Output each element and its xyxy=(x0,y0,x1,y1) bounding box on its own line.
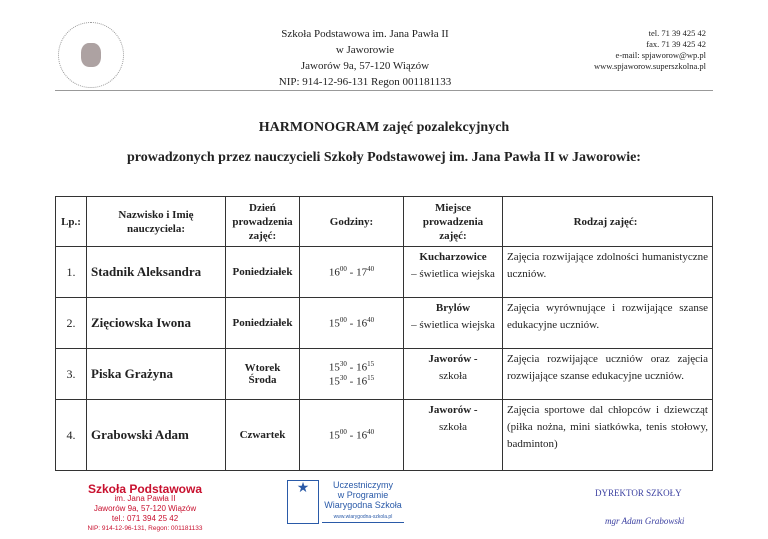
row-hours: $15^{00} - 16^{40}$ xyxy=(300,298,404,349)
school-address: Jaworów 9a, 57-120 Wiązów xyxy=(300,60,430,72)
school-seal xyxy=(58,22,124,88)
document-subtitle: prowadzonych przez nauczycieli Szkoły Podstawowej im. Jana Pawła II w Jaworowie: xyxy=(127,150,641,165)
col-hours: Godziny: xyxy=(300,197,404,247)
table-row xyxy=(56,298,713,349)
row-hours: $15^{30} - 16^{15}$ $15^{30} - 16^{15}$ xyxy=(300,349,404,400)
school-nip: NIP: 914-12-96-131 Regon 001181133 xyxy=(278,76,452,88)
document-title: HARMONOGRAM zajęć pozalekcyjnych xyxy=(258,120,510,135)
row-name: Piska Grażyna xyxy=(87,349,226,400)
wiarygodna-szkola-logo xyxy=(287,480,319,524)
table-header xyxy=(56,197,713,247)
school-location: w Jaworowie xyxy=(335,44,395,56)
row-place: Kucharzowice – świetlica wiejska xyxy=(404,247,503,298)
row-type: Zajęcia rozwijające uczniów oraz zajęcia rozwijające szanse edukacyjne uczniów. xyxy=(503,349,713,400)
row-type: Zajęcia sportowe dal chłopców i dziewcząt (piłka nożna, mini siatkówka, tenis stołowy, badminton) xyxy=(503,400,713,471)
website: www.spjaworow.superszkolna.pl xyxy=(594,61,706,71)
director-name: mgr Adam Grabowski xyxy=(605,516,685,526)
row-name: Stadnik Aleksandra xyxy=(87,247,226,298)
row-type: Zajęcia wyrównujące i rozwijające szanse edukacyjne uczniów. xyxy=(503,298,713,349)
row-type: Zajęcia rozwijające zdolności humanistyczne uczniów. xyxy=(503,247,713,298)
row-place: Jaworów - szkoła xyxy=(404,349,503,400)
program-badge: Uczestniczymy w Programie Wiarygodna Szkoła www.wiarygodna-szkola.pl xyxy=(322,480,404,523)
row-place: Jaworów - szkoła xyxy=(404,400,503,471)
row-lp: 4. xyxy=(56,400,87,471)
row-day: Poniedziałek xyxy=(226,247,300,298)
row-lp: 1. xyxy=(56,247,87,298)
row-day: Czwartek xyxy=(226,400,300,471)
row-place: Brylów – świetlica wiejska xyxy=(404,298,503,349)
row-name: Zięciowska Iwona xyxy=(87,298,226,349)
letterhead xyxy=(230,26,500,90)
row-lp: 3. xyxy=(56,349,87,400)
contact-info xyxy=(540,28,706,72)
email: e-mail: spjaworow@wp.pl xyxy=(615,50,706,60)
schedule-table xyxy=(55,196,713,471)
row-hours: $15^{00} - 16^{40}$ xyxy=(300,400,404,471)
school-name: Szkoła Podstawowa im. Jana Pawła II xyxy=(281,28,449,40)
director-label: DYREKTOR SZKOŁY xyxy=(595,488,682,498)
col-place: Miejsce prowadzenia zajęć: xyxy=(404,197,503,247)
row-name: Grabowski Adam xyxy=(87,400,226,471)
col-name: Nazwisko i Imię nauczyciela: xyxy=(87,197,226,247)
star-icon: ★ xyxy=(296,481,310,496)
row-lp: 2. xyxy=(56,298,87,349)
table-row xyxy=(56,247,713,298)
school-stamp: Szkoła Podstawowa im. Jana Pawła II Jaworów 9a, 57-120 Wiązów tel.: 071 394 25 42 NIP: 914-12-96-131, Regon: 001181133 xyxy=(87,482,203,532)
col-day: Dzień prowadzenia zajęć: xyxy=(226,197,300,247)
col-type: Rodzaj zajęć: xyxy=(503,197,713,247)
col-lp: Lp.: xyxy=(56,197,87,247)
table-row xyxy=(56,400,713,471)
table-row xyxy=(56,349,713,400)
phone: tel. 71 39 425 42 xyxy=(648,28,706,38)
header-divider xyxy=(55,90,713,91)
fax: fax. 71 39 425 42 xyxy=(646,39,706,49)
row-day: Poniedziałek xyxy=(226,298,300,349)
row-day: Wtorek Środa xyxy=(226,349,300,400)
row-hours: $16^{00} - 17^{40}$ xyxy=(300,247,404,298)
